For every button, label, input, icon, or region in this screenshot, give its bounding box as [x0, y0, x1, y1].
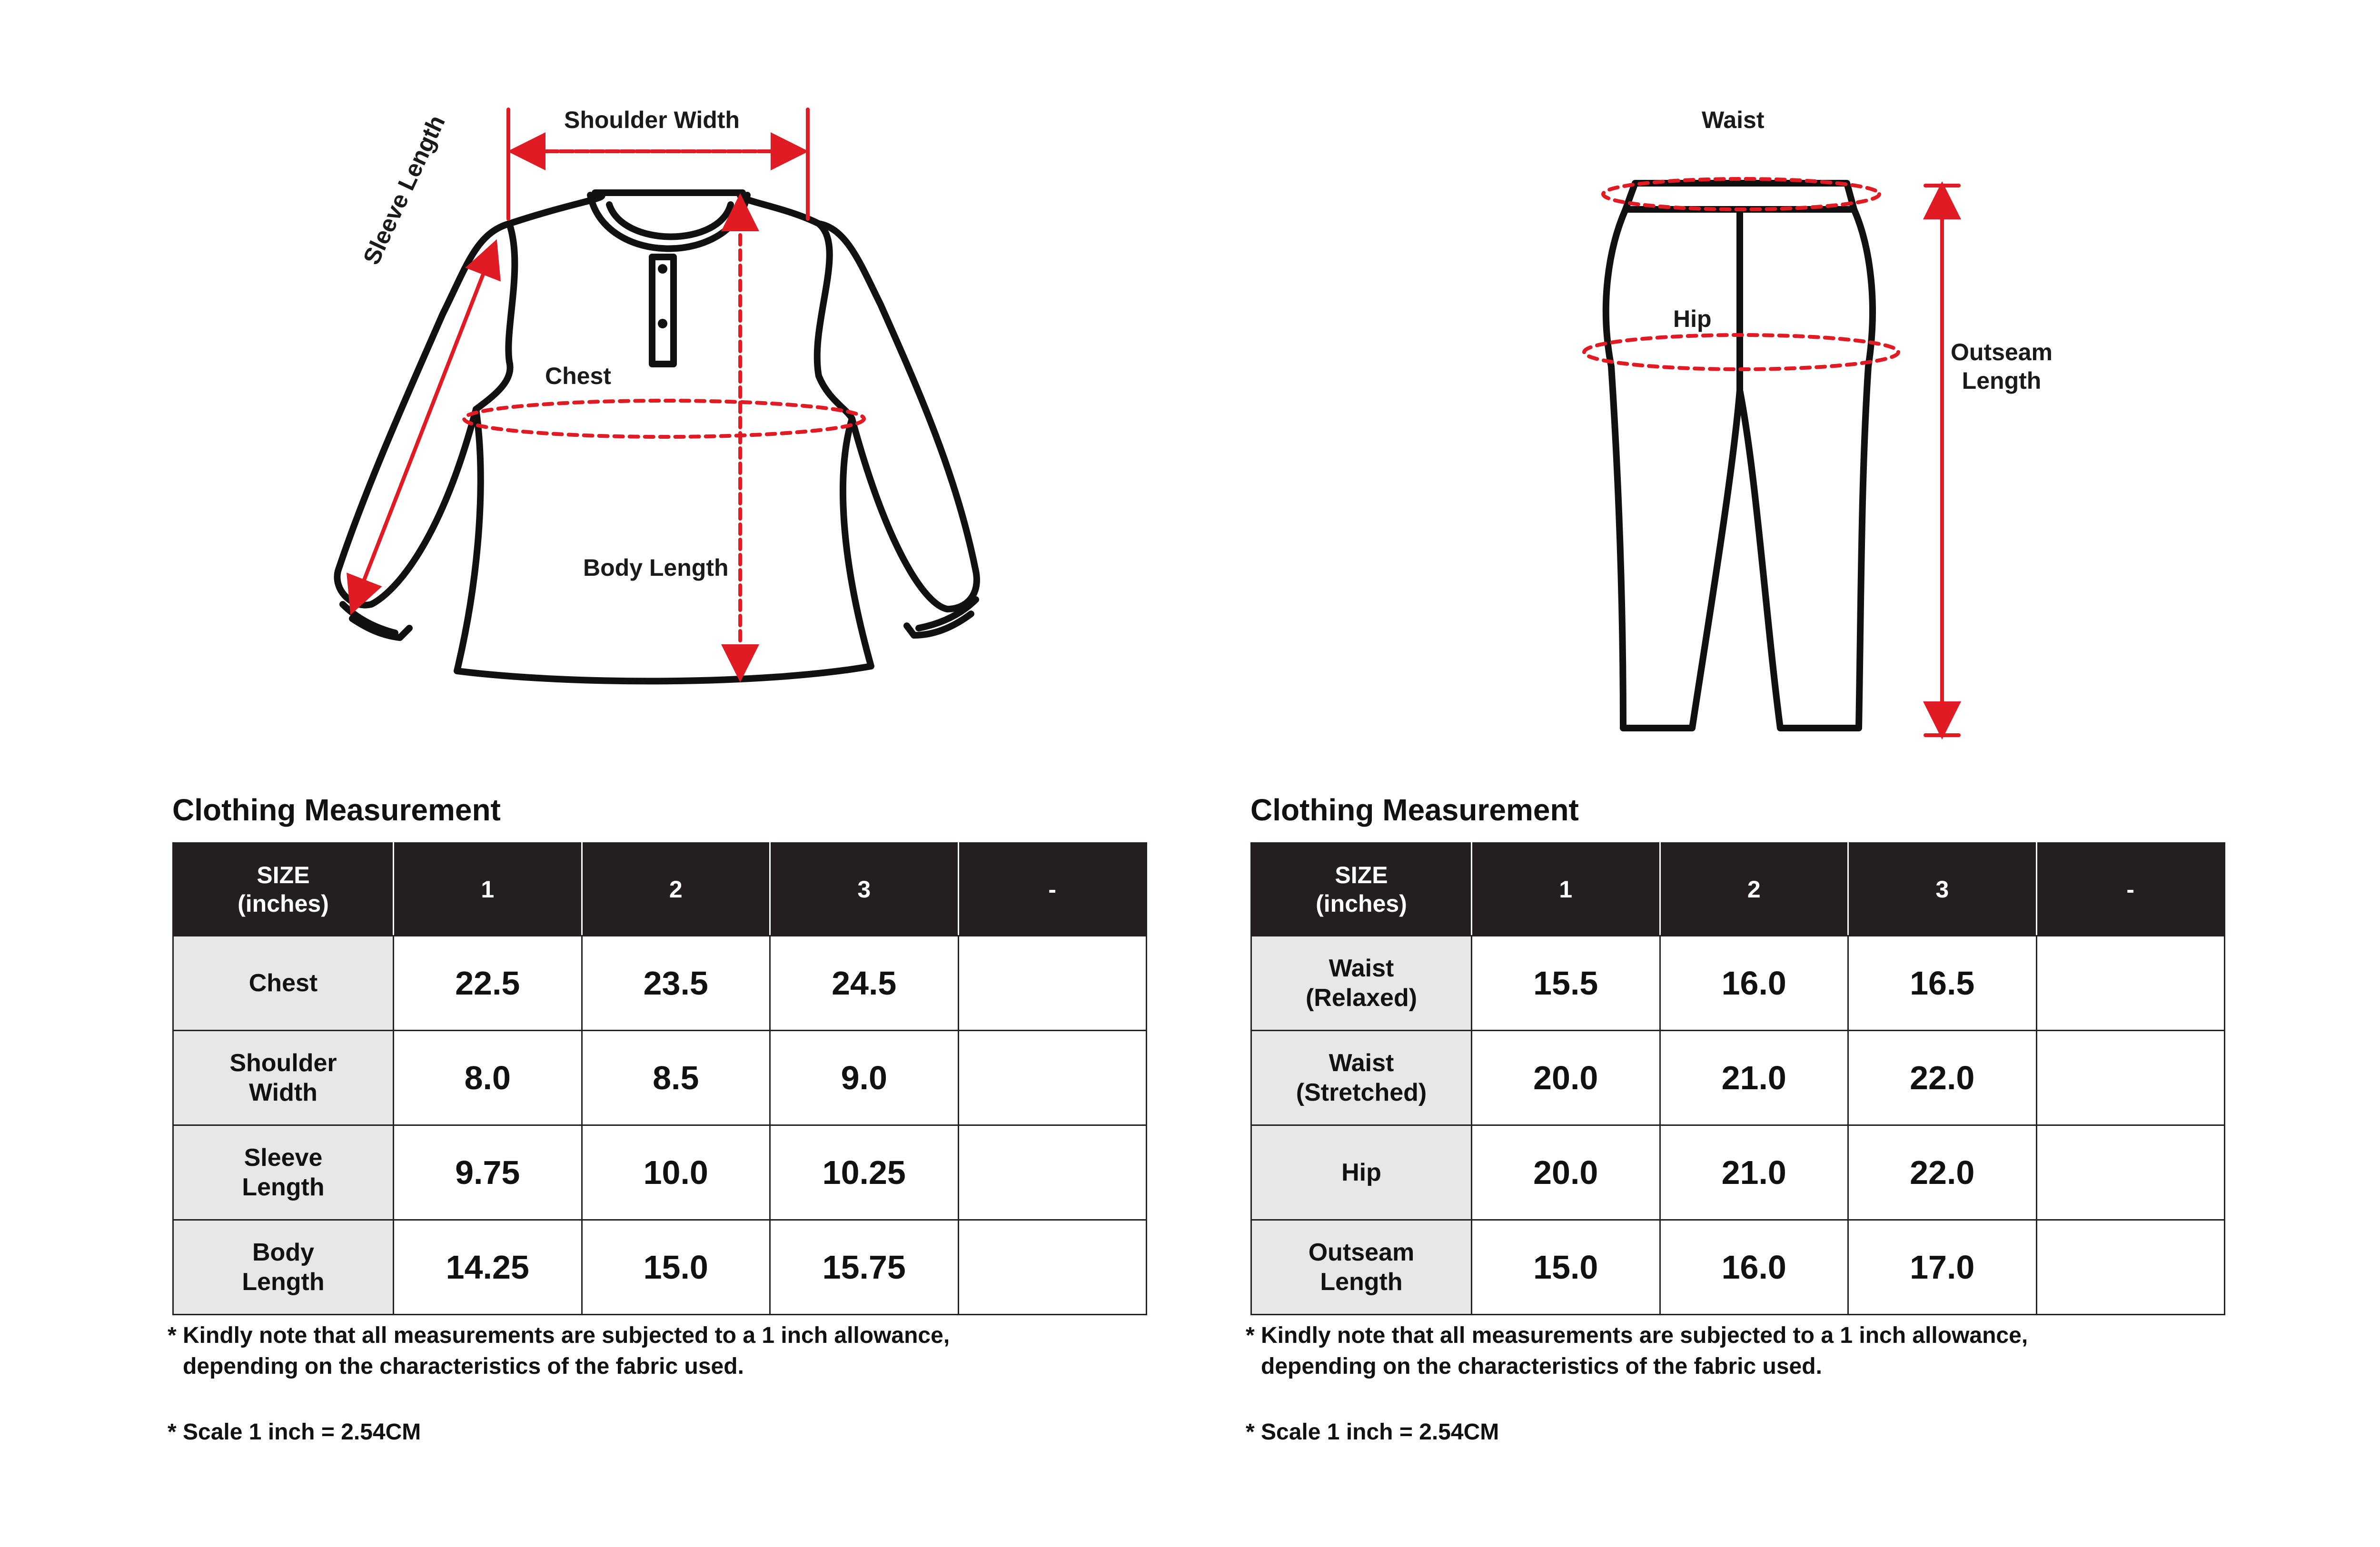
- table-row: [1251, 1031, 2225, 1125]
- value-cell: 22.0: [1848, 1125, 2037, 1220]
- bottom-table-title: Clothing Measurement: [1250, 793, 1579, 827]
- allowance-note: [1246, 1320, 2028, 1382]
- value-cell: [2036, 1125, 2225, 1220]
- value-cell: 22.0: [1848, 1031, 2037, 1125]
- value-cell: 15.0: [582, 1220, 770, 1315]
- top-measurement-table: [172, 842, 1147, 1315]
- sleeve-length-label: Sleeve Length: [357, 111, 450, 269]
- row-label-cell: Sleeve Length: [173, 1125, 394, 1220]
- value-cell: [958, 1220, 1147, 1315]
- value-cell: 20.0: [1472, 1031, 1660, 1125]
- outseam-label-line2: Length: [1962, 367, 2042, 394]
- allowance-note-line1: * Kindly note that all measurements are subjected to a 1 inch allowance,: [1246, 1323, 2028, 1348]
- outseam-label-line1: Outseam: [1951, 339, 2053, 365]
- waist-label: Waist: [1702, 107, 1765, 133]
- scale-note: * Scale 1 inch = 2.54CM: [1246, 1419, 1499, 1445]
- table-row: [173, 1220, 1147, 1315]
- value-cell: [2036, 1220, 2225, 1315]
- size-col-header: 3: [1848, 843, 2037, 936]
- pants-illustration: [1606, 183, 1873, 728]
- table-header-row: [1251, 843, 2225, 936]
- value-cell: 15.5: [1472, 936, 1660, 1031]
- value-cell: 21.0: [1660, 1031, 1848, 1125]
- size-col-header: 2: [1660, 843, 1848, 936]
- shirt-illustration: [337, 193, 976, 681]
- allowance-note-line2: depending on the characteristics of the fabric used.: [1261, 1353, 1822, 1379]
- value-cell: [2036, 1031, 2225, 1125]
- row-label-cell: Chest: [173, 936, 394, 1031]
- value-cell: 10.25: [770, 1125, 959, 1220]
- size-header-cell: SIZE (inches): [173, 843, 394, 936]
- row-label-cell: Waist (Relaxed): [1251, 936, 1472, 1031]
- shoulder-width-label: Shoulder Width: [564, 107, 740, 133]
- table-row: [1251, 1220, 2225, 1315]
- row-label-cell: Outseam Length: [1251, 1220, 1472, 1315]
- size-col-header: 3: [770, 843, 959, 936]
- size-col-header: 1: [394, 843, 582, 936]
- row-label-cell: Waist (Stretched): [1251, 1031, 1472, 1125]
- value-cell: 10.0: [582, 1125, 770, 1220]
- value-cell: 9.0: [770, 1031, 959, 1125]
- value-cell: 22.5: [394, 936, 582, 1031]
- value-cell: [958, 1125, 1147, 1220]
- size-col-header: 2: [582, 843, 770, 936]
- top-table-title: Clothing Measurement: [172, 793, 501, 827]
- table-header-row: [173, 843, 1147, 936]
- value-cell: [958, 936, 1147, 1031]
- value-cell: 16.0: [1660, 1220, 1848, 1315]
- allowance-note-line2: depending on the characteristics of the fabric used.: [183, 1353, 744, 1379]
- table-row: [1251, 1125, 2225, 1220]
- row-label-cell: Shoulder Width: [173, 1031, 394, 1125]
- value-cell: 24.5: [770, 936, 959, 1031]
- value-cell: [958, 1031, 1147, 1125]
- value-cell: 9.75: [394, 1125, 582, 1220]
- hip-label: Hip: [1673, 305, 1712, 332]
- scale-note: * Scale 1 inch = 2.54CM: [168, 1419, 421, 1445]
- value-cell: 15.75: [770, 1220, 959, 1315]
- table-row: [173, 1125, 1147, 1220]
- allowance-note: [168, 1320, 950, 1382]
- value-cell: 20.0: [1472, 1125, 1660, 1220]
- size-col-header: -: [2036, 843, 2225, 936]
- table-row: [173, 1031, 1147, 1125]
- body-length-label: Body Length: [583, 554, 729, 581]
- value-cell: 15.0: [1472, 1220, 1660, 1315]
- row-label-cell: Hip: [1251, 1125, 1472, 1220]
- value-cell: 21.0: [1660, 1125, 1848, 1220]
- value-cell: 14.25: [394, 1220, 582, 1315]
- table-row: [1251, 936, 2225, 1031]
- outseam-length-label: [1933, 338, 2071, 395]
- bottom-measurement-table: [1250, 842, 2225, 1315]
- row-label-cell: Body Length: [173, 1220, 394, 1315]
- value-cell: 8.0: [394, 1031, 582, 1125]
- size-header-cell: SIZE (inches): [1251, 843, 1472, 936]
- value-cell: 8.5: [582, 1031, 770, 1125]
- value-cell: 16.0: [1660, 936, 1848, 1031]
- value-cell: 23.5: [582, 936, 770, 1031]
- allowance-note-line1: * Kindly note that all measurements are subjected to a 1 inch allowance,: [168, 1323, 950, 1348]
- value-cell: 16.5: [1848, 936, 2037, 1031]
- size-col-header: 1: [1472, 843, 1660, 936]
- value-cell: 17.0: [1848, 1220, 2037, 1315]
- size-col-header: -: [958, 843, 1147, 936]
- value-cell: [2036, 936, 2225, 1031]
- chest-label: Chest: [545, 363, 611, 389]
- table-row: [173, 936, 1147, 1031]
